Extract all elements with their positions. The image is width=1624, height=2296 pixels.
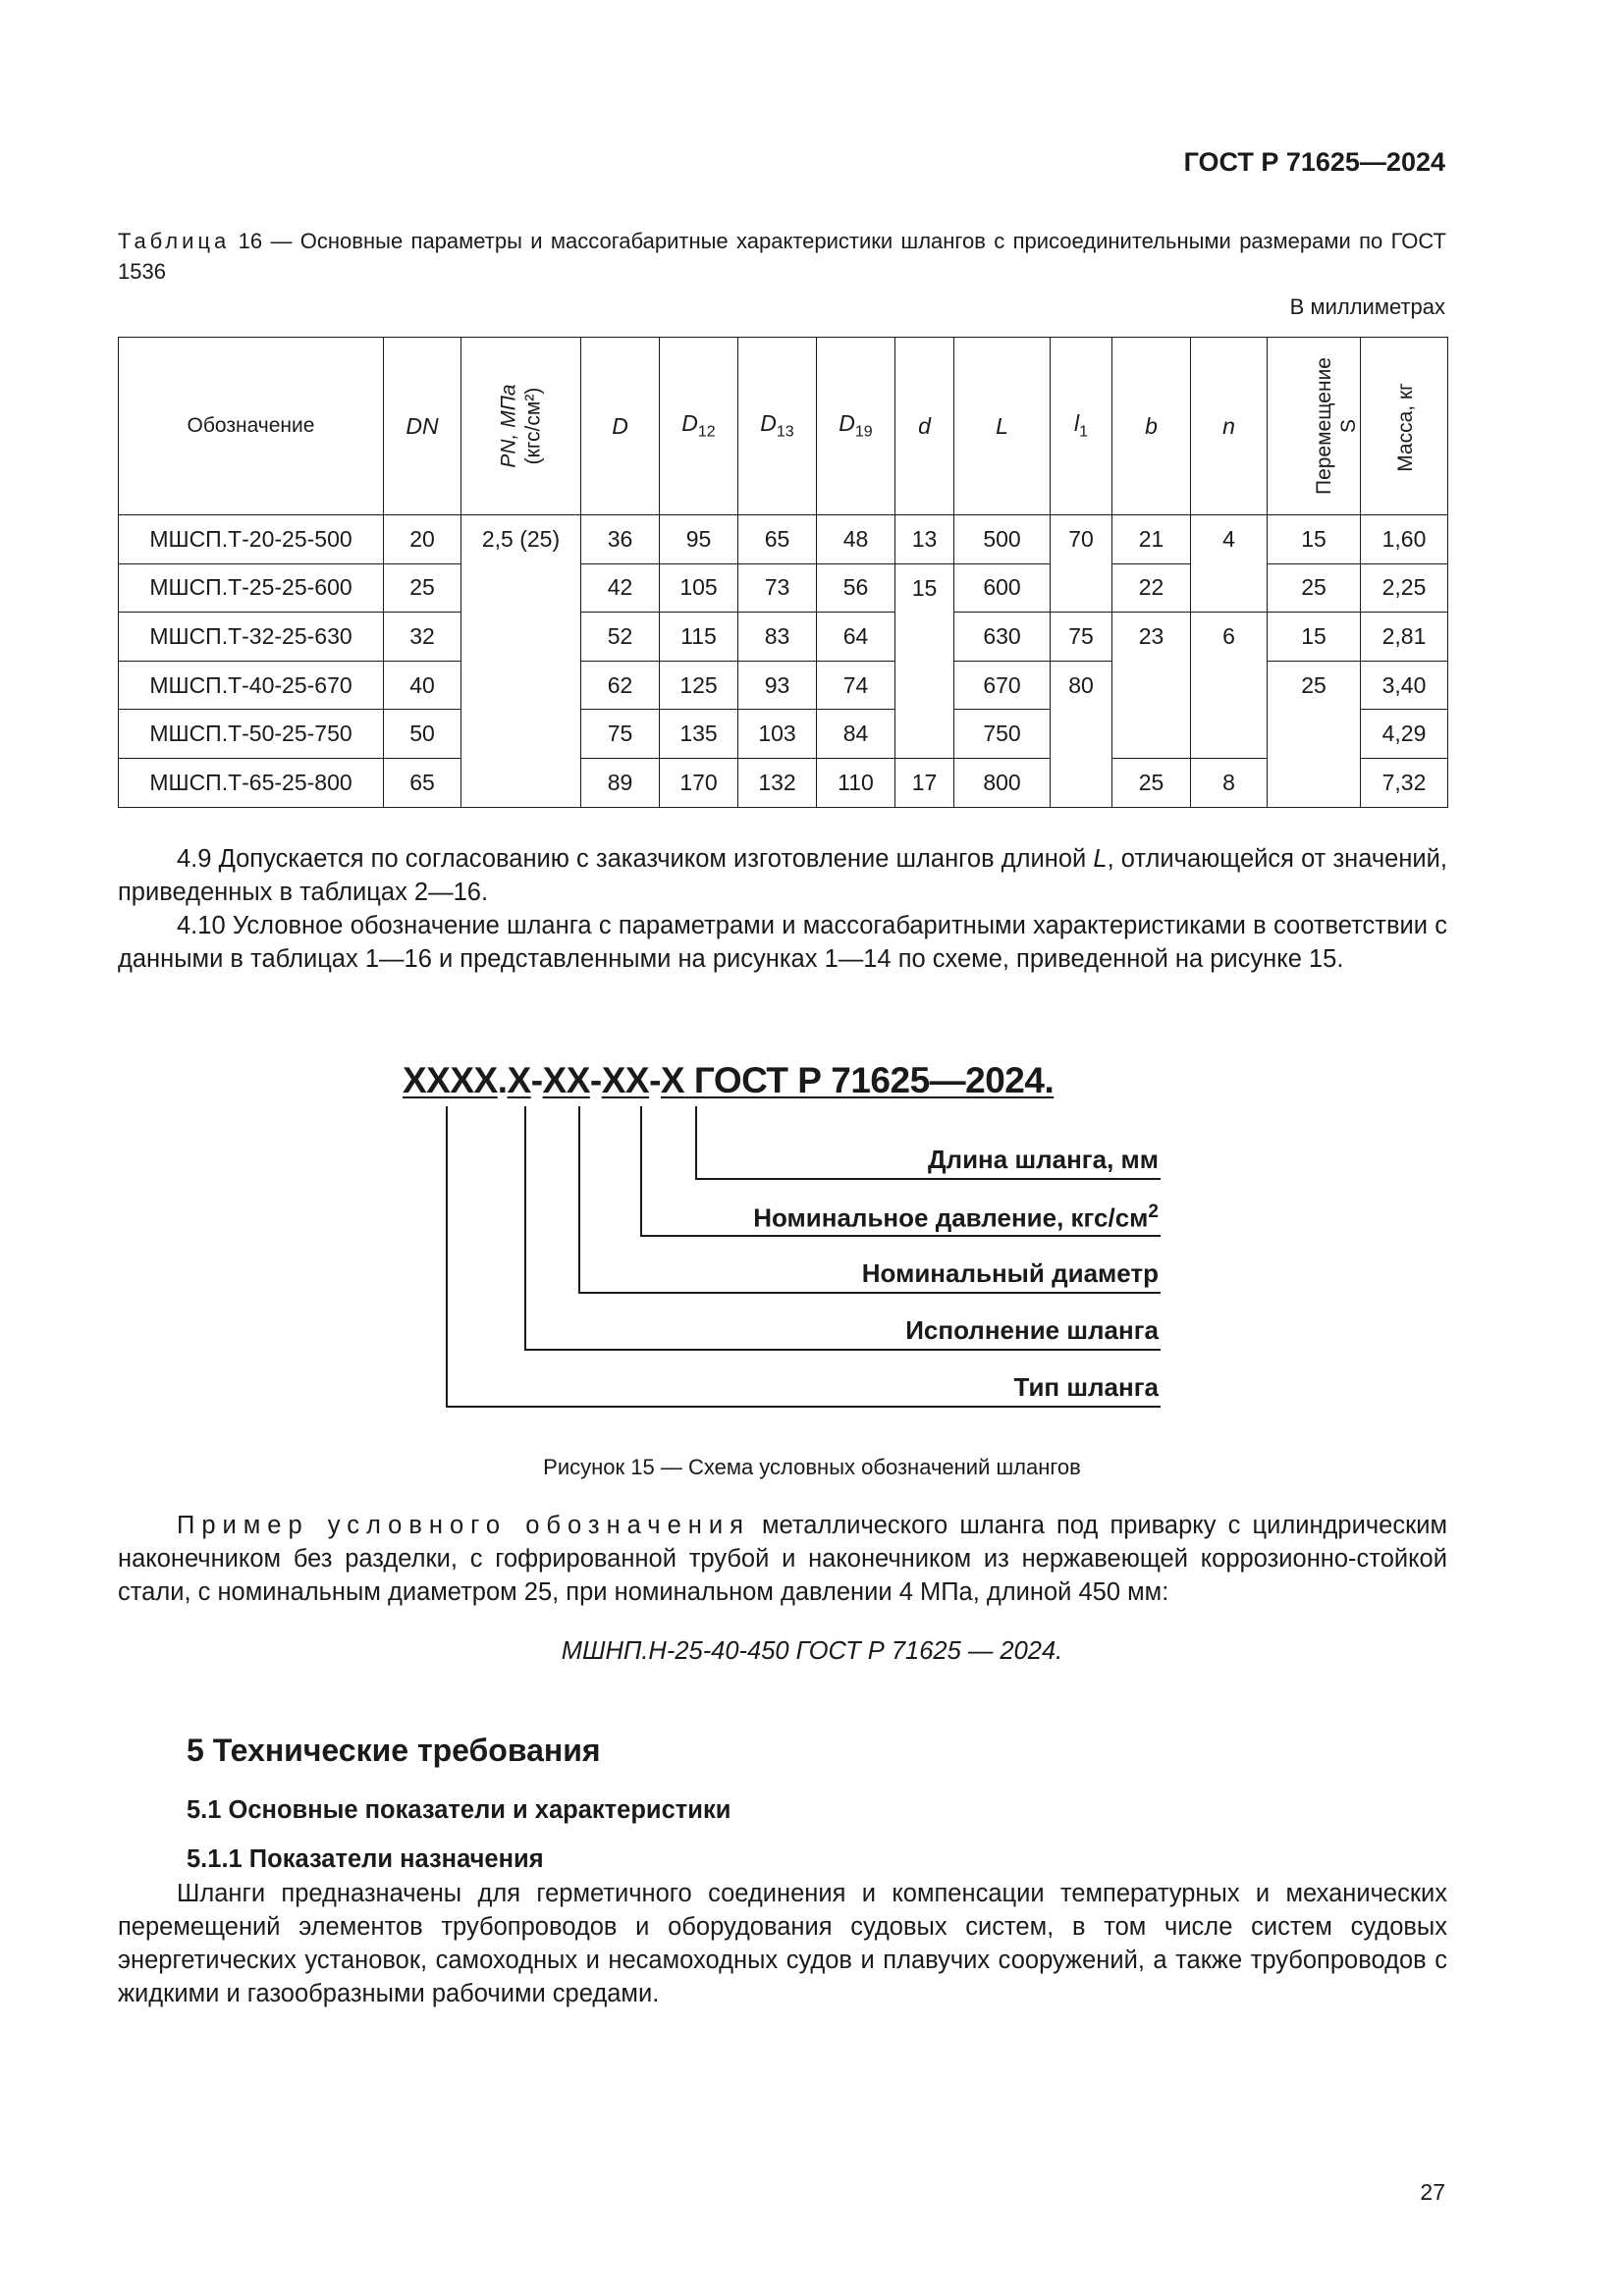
- paragraph-4-9-start: 4.9 Допускается по согласованию с заказчиком изготовление шлангов длиной: [177, 845, 1094, 873]
- th-d12: [660, 338, 738, 515]
- th-d13-label: D: [760, 410, 777, 437]
- label-hose-type: Тип шланга: [1013, 1372, 1159, 1402]
- cell-designation: МШСП.Т-50-25-750: [119, 710, 384, 759]
- cell-dn: 32: [384, 613, 461, 662]
- code-x2: X: [660, 1060, 685, 1100]
- th-movement-s: S: [1336, 418, 1360, 434]
- code-xxxx: XXXX: [403, 1060, 498, 1100]
- cell-n: 8: [1191, 758, 1268, 807]
- cell-l: 630: [954, 613, 1051, 662]
- cell-d19: 64: [817, 613, 895, 662]
- example-label: Пример условного обозначения: [177, 1512, 750, 1539]
- code-dash1: -: [530, 1060, 543, 1100]
- th-b: b: [1112, 338, 1191, 515]
- cell-s-empty: [1268, 758, 1361, 807]
- cell-mass: 7,32: [1361, 758, 1448, 807]
- paragraph-4-10: 4.10 Условное обозначение шланга с параметрами и массогабаритными характеристиками в соответствии с данными в таблицах 1—16 и представленными на рисунках 1—14 по схеме, приведенной на рисунке 15.: [118, 912, 1447, 973]
- th-l: L: [954, 338, 1051, 515]
- cell-b: 25: [1112, 758, 1191, 807]
- th-d19-sub: 19: [854, 423, 873, 441]
- cell-l1-empty: [1051, 758, 1112, 807]
- th-pn-unit: (кгс/см²): [521, 387, 545, 465]
- cell-mass: 2,81: [1361, 613, 1448, 662]
- section-5-1-heading: 5.1 Основные показатели и характеристики: [187, 1796, 731, 1824]
- cell-pn-empty: [461, 563, 581, 613]
- cell-l1-empty: [1051, 710, 1112, 759]
- table-units: В миллиметрах: [1289, 294, 1445, 319]
- cell-d12: 135: [660, 710, 738, 759]
- table-caption-label: Таблица: [118, 229, 231, 253]
- cell-d13: 93: [738, 661, 817, 710]
- cell-dn: 65: [384, 758, 461, 807]
- th-movement-label: Перемещение: [1312, 357, 1335, 495]
- table-row: [119, 661, 1448, 710]
- label-nominal-pressure-sup: 2: [1148, 1201, 1159, 1222]
- cell-l1: 75: [1051, 613, 1112, 662]
- cell-designation: МШСП.Т-25-25-600: [119, 563, 384, 613]
- cell-pn-empty: [461, 661, 581, 710]
- cell-d12: 105: [660, 563, 738, 613]
- code-dash3: -: [649, 1060, 661, 1100]
- cell-dn: 40: [384, 661, 461, 710]
- cell-b: 21: [1112, 515, 1191, 564]
- cell-s-empty: [1268, 710, 1361, 759]
- table-row: [119, 613, 1448, 662]
- cell-dn: 25: [384, 563, 461, 613]
- code-xx2: XX: [601, 1060, 650, 1100]
- label-nominal-pressure-text: Номинальное давление, кгс/см: [753, 1202, 1149, 1233]
- cell-d19: 110: [817, 758, 895, 807]
- cell-l: 500: [954, 515, 1051, 564]
- table-caption: [118, 226, 1446, 287]
- cell-l: 600: [954, 563, 1051, 613]
- cell-l1: 70: [1051, 515, 1112, 564]
- standard-code: ГОСТ Р 71625—2024: [1183, 147, 1445, 177]
- cell-dn: 20: [384, 515, 461, 564]
- th-d13-sub: 13: [776, 423, 794, 441]
- cell-designation: МШСП.Т-65-25-800: [119, 758, 384, 807]
- cell-d: 75: [581, 710, 660, 759]
- parameters-table: [118, 337, 1448, 808]
- cell-mass: 4,29: [1361, 710, 1448, 759]
- paragraph-4-9-end: , отличающейся от значений, приведенных в таблицах 2—16.: [118, 845, 1448, 906]
- cell-d-small: 13: [895, 515, 954, 564]
- cell-mass: 3,40: [1361, 661, 1448, 710]
- section-5-1-1-heading: 5.1.1 Показатели назначения: [187, 1845, 544, 1873]
- example-formula: МШНП.Н-25-40-450 ГОСТ Р 71625 — 2024.: [561, 1637, 1063, 1665]
- cell-d13: 103: [738, 710, 817, 759]
- section-5-1-1-body: Шланги предназначены для герметичного соединения и компенсации температурных и механических перемещений элементов трубопроводов и оборудования судовых систем, в том числе систем судовых энергетических установок, самоходных и несамоходных судов и плавучих сооружений, а также трубопроводов с жидкими и газообразными рабочими средами.: [118, 1880, 1447, 2007]
- th-mass: [1361, 338, 1448, 515]
- cell-designation: МШСП.Т-32-25-630: [119, 613, 384, 662]
- cell-b: 23: [1112, 613, 1191, 662]
- cell-d12: 170: [660, 758, 738, 807]
- label-hose-length: Длина шланга, мм: [928, 1145, 1159, 1174]
- cell-designation: МШСП.Т-40-25-670: [119, 661, 384, 710]
- th-pn: [461, 338, 581, 515]
- code-xx1: XX: [542, 1060, 590, 1100]
- cell-dn: 50: [384, 710, 461, 759]
- cell-d19: 48: [817, 515, 895, 564]
- cell-n: 4: [1191, 515, 1268, 564]
- th-pn-label: PN, МПа: [497, 384, 520, 468]
- cell-pn-empty: [461, 758, 581, 807]
- table-row: [119, 515, 1448, 564]
- code-dot: .: [497, 1060, 508, 1100]
- cell-d19: 56: [817, 563, 895, 613]
- th-designation: Обозначение: [119, 338, 384, 515]
- cell-n: 6: [1191, 613, 1268, 662]
- cell-d19: 74: [817, 661, 895, 710]
- th-d: D: [581, 338, 660, 515]
- th-d19-label: D: [839, 410, 855, 437]
- cell-d: 52: [581, 613, 660, 662]
- table-row: [119, 710, 1448, 759]
- paragraph-4-9: [118, 842, 1447, 909]
- cell-mass: 2,25: [1361, 563, 1448, 613]
- cell-d13: 132: [738, 758, 817, 807]
- code-gost: ГОСТ Р 71625—2024.: [684, 1060, 1055, 1100]
- cell-d: 89: [581, 758, 660, 807]
- cell-n-empty: [1191, 563, 1268, 613]
- cell-d12: 95: [660, 515, 738, 564]
- th-d19: [817, 338, 895, 515]
- cell-s: 25: [1268, 661, 1361, 710]
- example-paragraph: [118, 1509, 1447, 1609]
- paragraph-4-9-symbol: L: [1093, 845, 1108, 873]
- cell-designation: МШСП.Т-20-25-500: [119, 515, 384, 564]
- th-n: n: [1191, 338, 1268, 515]
- cell-b: 22: [1112, 563, 1191, 613]
- label-hose-version: Исполнение шланга: [905, 1315, 1159, 1345]
- page-number: 27: [1420, 2179, 1445, 2205]
- cell-d19: 84: [817, 710, 895, 759]
- cell-l: 670: [954, 661, 1051, 710]
- cell-l: 750: [954, 710, 1051, 759]
- cell-l1-empty: [1051, 563, 1112, 613]
- cell-d-small-empty: [895, 661, 954, 710]
- cell-n-empty: [1191, 661, 1268, 710]
- cell-pn-empty: [461, 613, 581, 662]
- cell-s: 15: [1268, 613, 1361, 662]
- cell-d-small-empty: [895, 710, 954, 759]
- label-nominal-pressure: [753, 1201, 1159, 1234]
- designation-scheme-figure: [393, 1060, 1178, 1433]
- th-d12-sub: 12: [697, 423, 716, 441]
- cell-d-small: 15: [895, 563, 954, 613]
- cell-d12: 115: [660, 613, 738, 662]
- cell-d: 42: [581, 563, 660, 613]
- table-row: [119, 758, 1448, 807]
- code-x1: X: [507, 1060, 531, 1100]
- cell-d: 62: [581, 661, 660, 710]
- th-l1-label: l: [1073, 410, 1080, 437]
- table-row: [119, 563, 1448, 613]
- figure-caption: Рисунок 15 — Схема условных обозначений шлангов: [543, 1455, 1081, 1479]
- table-caption-text: 16 — Основные параметры и массогабаритные характеристики шлангов с присоединительными размерами по ГОСТ 1536: [118, 229, 1446, 284]
- th-d-small: d: [895, 338, 954, 515]
- cell-d13: 65: [738, 515, 817, 564]
- th-dn: DN: [384, 338, 461, 515]
- th-d12-label: D: [681, 410, 698, 437]
- cell-b-empty: [1112, 710, 1191, 759]
- cell-l: 800: [954, 758, 1051, 807]
- cell-d-small: 17: [895, 758, 954, 807]
- section-5-heading: 5 Технические требования: [187, 1733, 601, 1768]
- cell-d13: 73: [738, 563, 817, 613]
- cell-d-small-empty: [895, 613, 954, 662]
- example-text: металлического шланга под приварку с цилиндрическим наконечником без разделки, с гофрированной трубой и наконечником из нержавеющей коррозионно-стойкой стали, с номинальным диаметром 25, при номинальном давлении 4 МПа, длиной 450 мм:: [118, 1512, 1448, 1606]
- table-header-row: [119, 338, 1448, 515]
- cell-n-empty: [1191, 710, 1268, 759]
- cell-d13: 83: [738, 613, 817, 662]
- cell-pn: 2,5 (25): [461, 515, 581, 564]
- th-l1: [1051, 338, 1112, 515]
- cell-l1: 80: [1051, 661, 1112, 710]
- th-d13: [738, 338, 817, 515]
- cell-s: 15: [1268, 515, 1361, 564]
- cell-d12: 125: [660, 661, 738, 710]
- th-l1-sub: 1: [1079, 423, 1089, 441]
- th-movement: [1268, 338, 1361, 515]
- th-mass-label: Масса, кг: [1393, 382, 1417, 472]
- cell-mass: 1,60: [1361, 515, 1448, 564]
- cell-d: 36: [581, 515, 660, 564]
- label-nominal-diameter: Номинальный диаметр: [861, 1258, 1159, 1288]
- cell-s: 25: [1268, 563, 1361, 613]
- cell-b-empty: [1112, 661, 1191, 710]
- cell-pn-empty: [461, 710, 581, 759]
- code-dash2: -: [589, 1060, 602, 1100]
